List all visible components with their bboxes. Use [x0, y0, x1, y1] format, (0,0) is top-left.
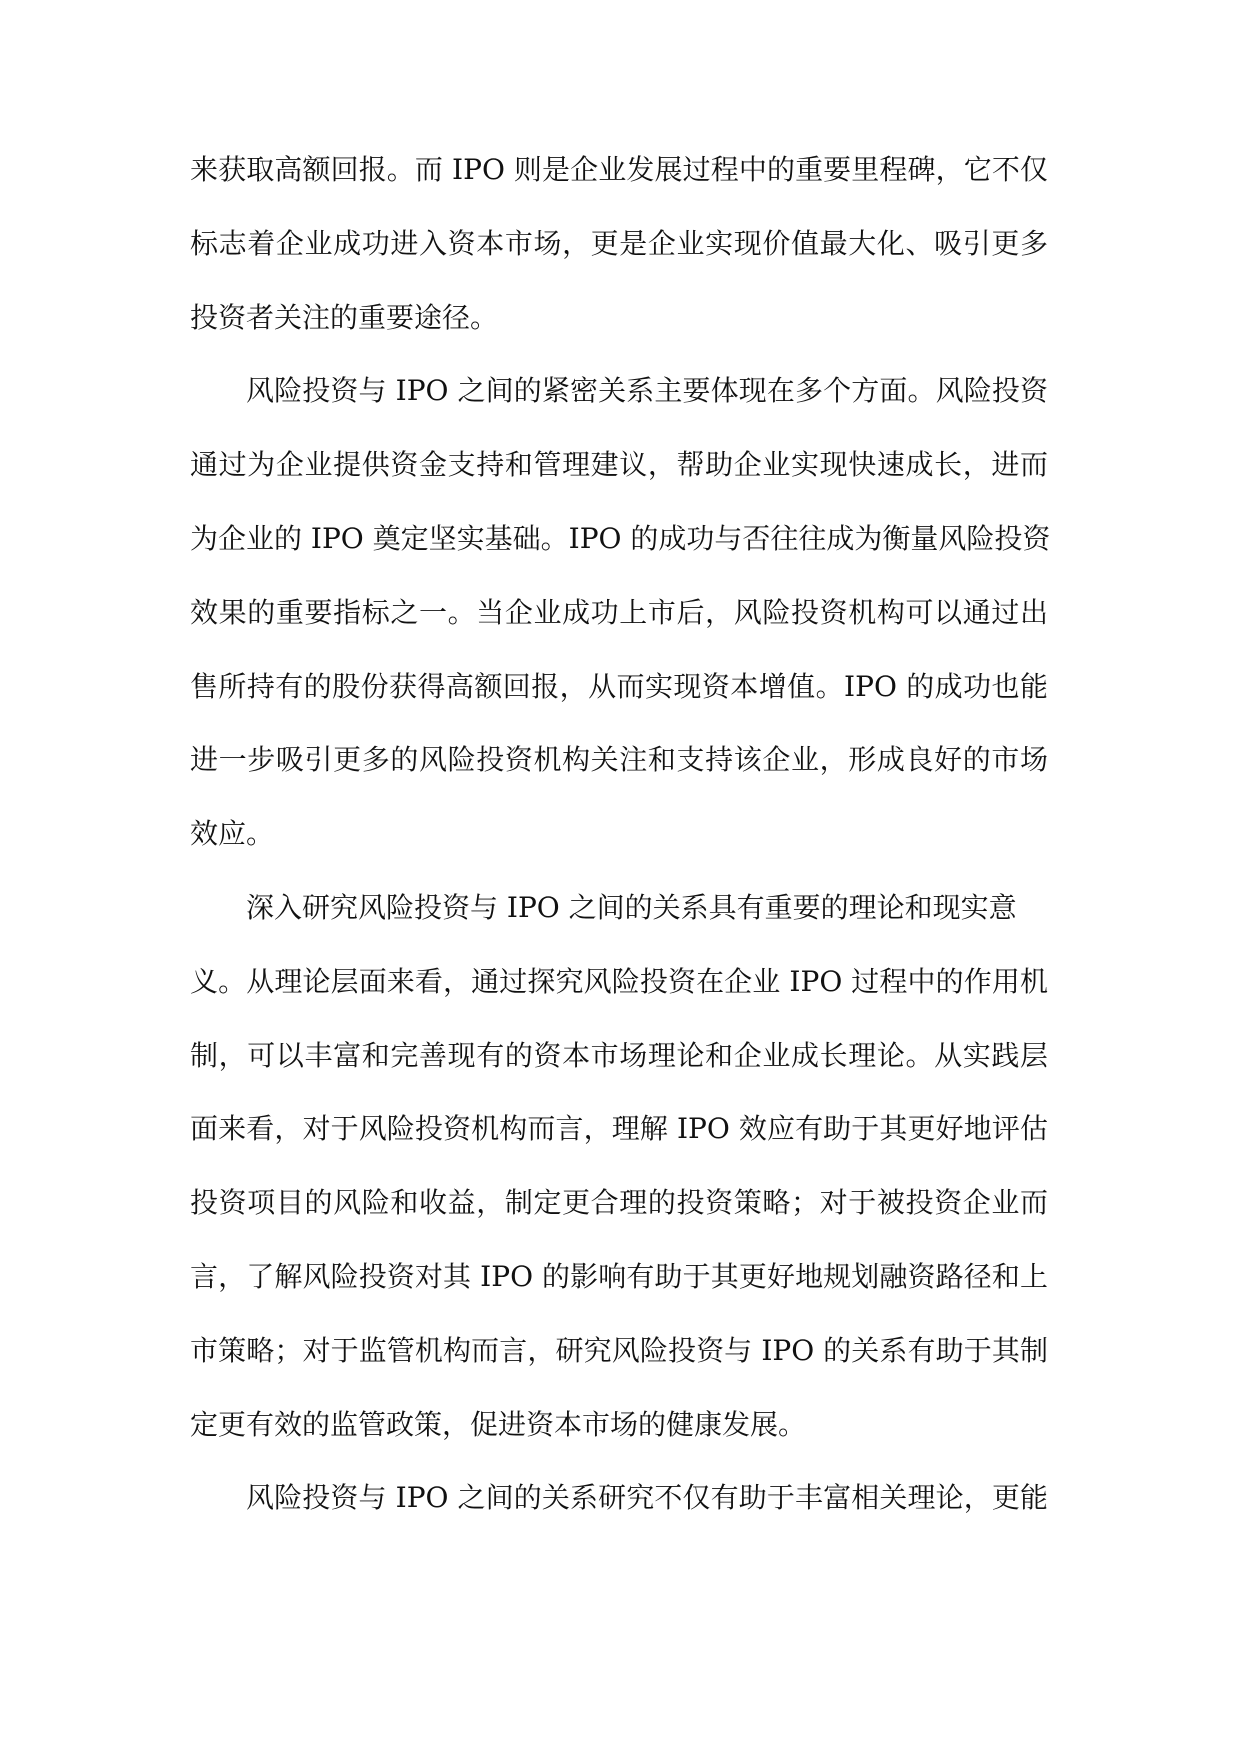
text-line: 投资者关注的重要途径。: [190, 300, 499, 334]
text-line: 进一步吸引更多的风险投资机构关注和支持该企业，形成良好的市场: [190, 743, 1048, 777]
text-line: 售所持有的股份获得高额回报，从而实现资本增值。IPO 的成功也能: [190, 669, 1048, 703]
text-line: 标志着企业成功进入资本市场，更是企业实现价值最大化、吸引更多: [190, 226, 1048, 260]
text-line: 投资项目的风险和收益，制定更合理的投资策略；对于被投资企业而: [190, 1186, 1048, 1220]
paragraph-first-line: 风险投资与 IPO 之间的关系研究不仅有助于丰富相关理论，更能: [246, 1481, 1048, 1515]
body-text: [190, 150, 1051, 1552]
paragraph-first-line: 深入研究风险投资与 IPO 之间的关系具有重要的理论和现实意: [246, 890, 1017, 924]
text-line: 市策略；对于监管机构而言，研究风险投资与 IPO 的关系有助于其制: [190, 1333, 1048, 1367]
text-line: 言，了解风险投资对其 IPO 的影响有助于其更好地规划融资路径和上: [190, 1259, 1048, 1293]
paragraph-first-line: 风险投资与 IPO 之间的紧密关系主要体现在多个方面。风险投资: [246, 374, 1048, 408]
text-line: 制，可以丰富和完善现有的资本市场理论和企业成长理论。从实践层: [190, 1038, 1048, 1072]
text-line: 效果的重要指标之一。当企业成功上市后，风险投资机构可以通过出: [190, 595, 1048, 629]
text-line: 效应。: [190, 817, 275, 851]
text-line: 定更有效的监管政策，促进资本市场的健康发展。: [190, 1407, 807, 1441]
text-line: 为企业的 IPO 奠定坚实基础。IPO 的成功与否往往成为衡量风险投资: [190, 521, 1051, 555]
text-line: 来获取高额回报。而 IPO 则是企业发展过程中的重要里程碑，它不仅: [190, 153, 1048, 186]
text-line: 通过为企业提供资金支持和管理建议，帮助企业实现快速成长，进而: [190, 448, 1048, 482]
text-line: 义。从理论层面来看，通过探究风险投资在企业 IPO 过程中的作用机: [190, 964, 1048, 998]
text-line: 面来看，对于风险投资机构而言，理解 IPO 效应有助于其更好地评估: [190, 1112, 1048, 1146]
